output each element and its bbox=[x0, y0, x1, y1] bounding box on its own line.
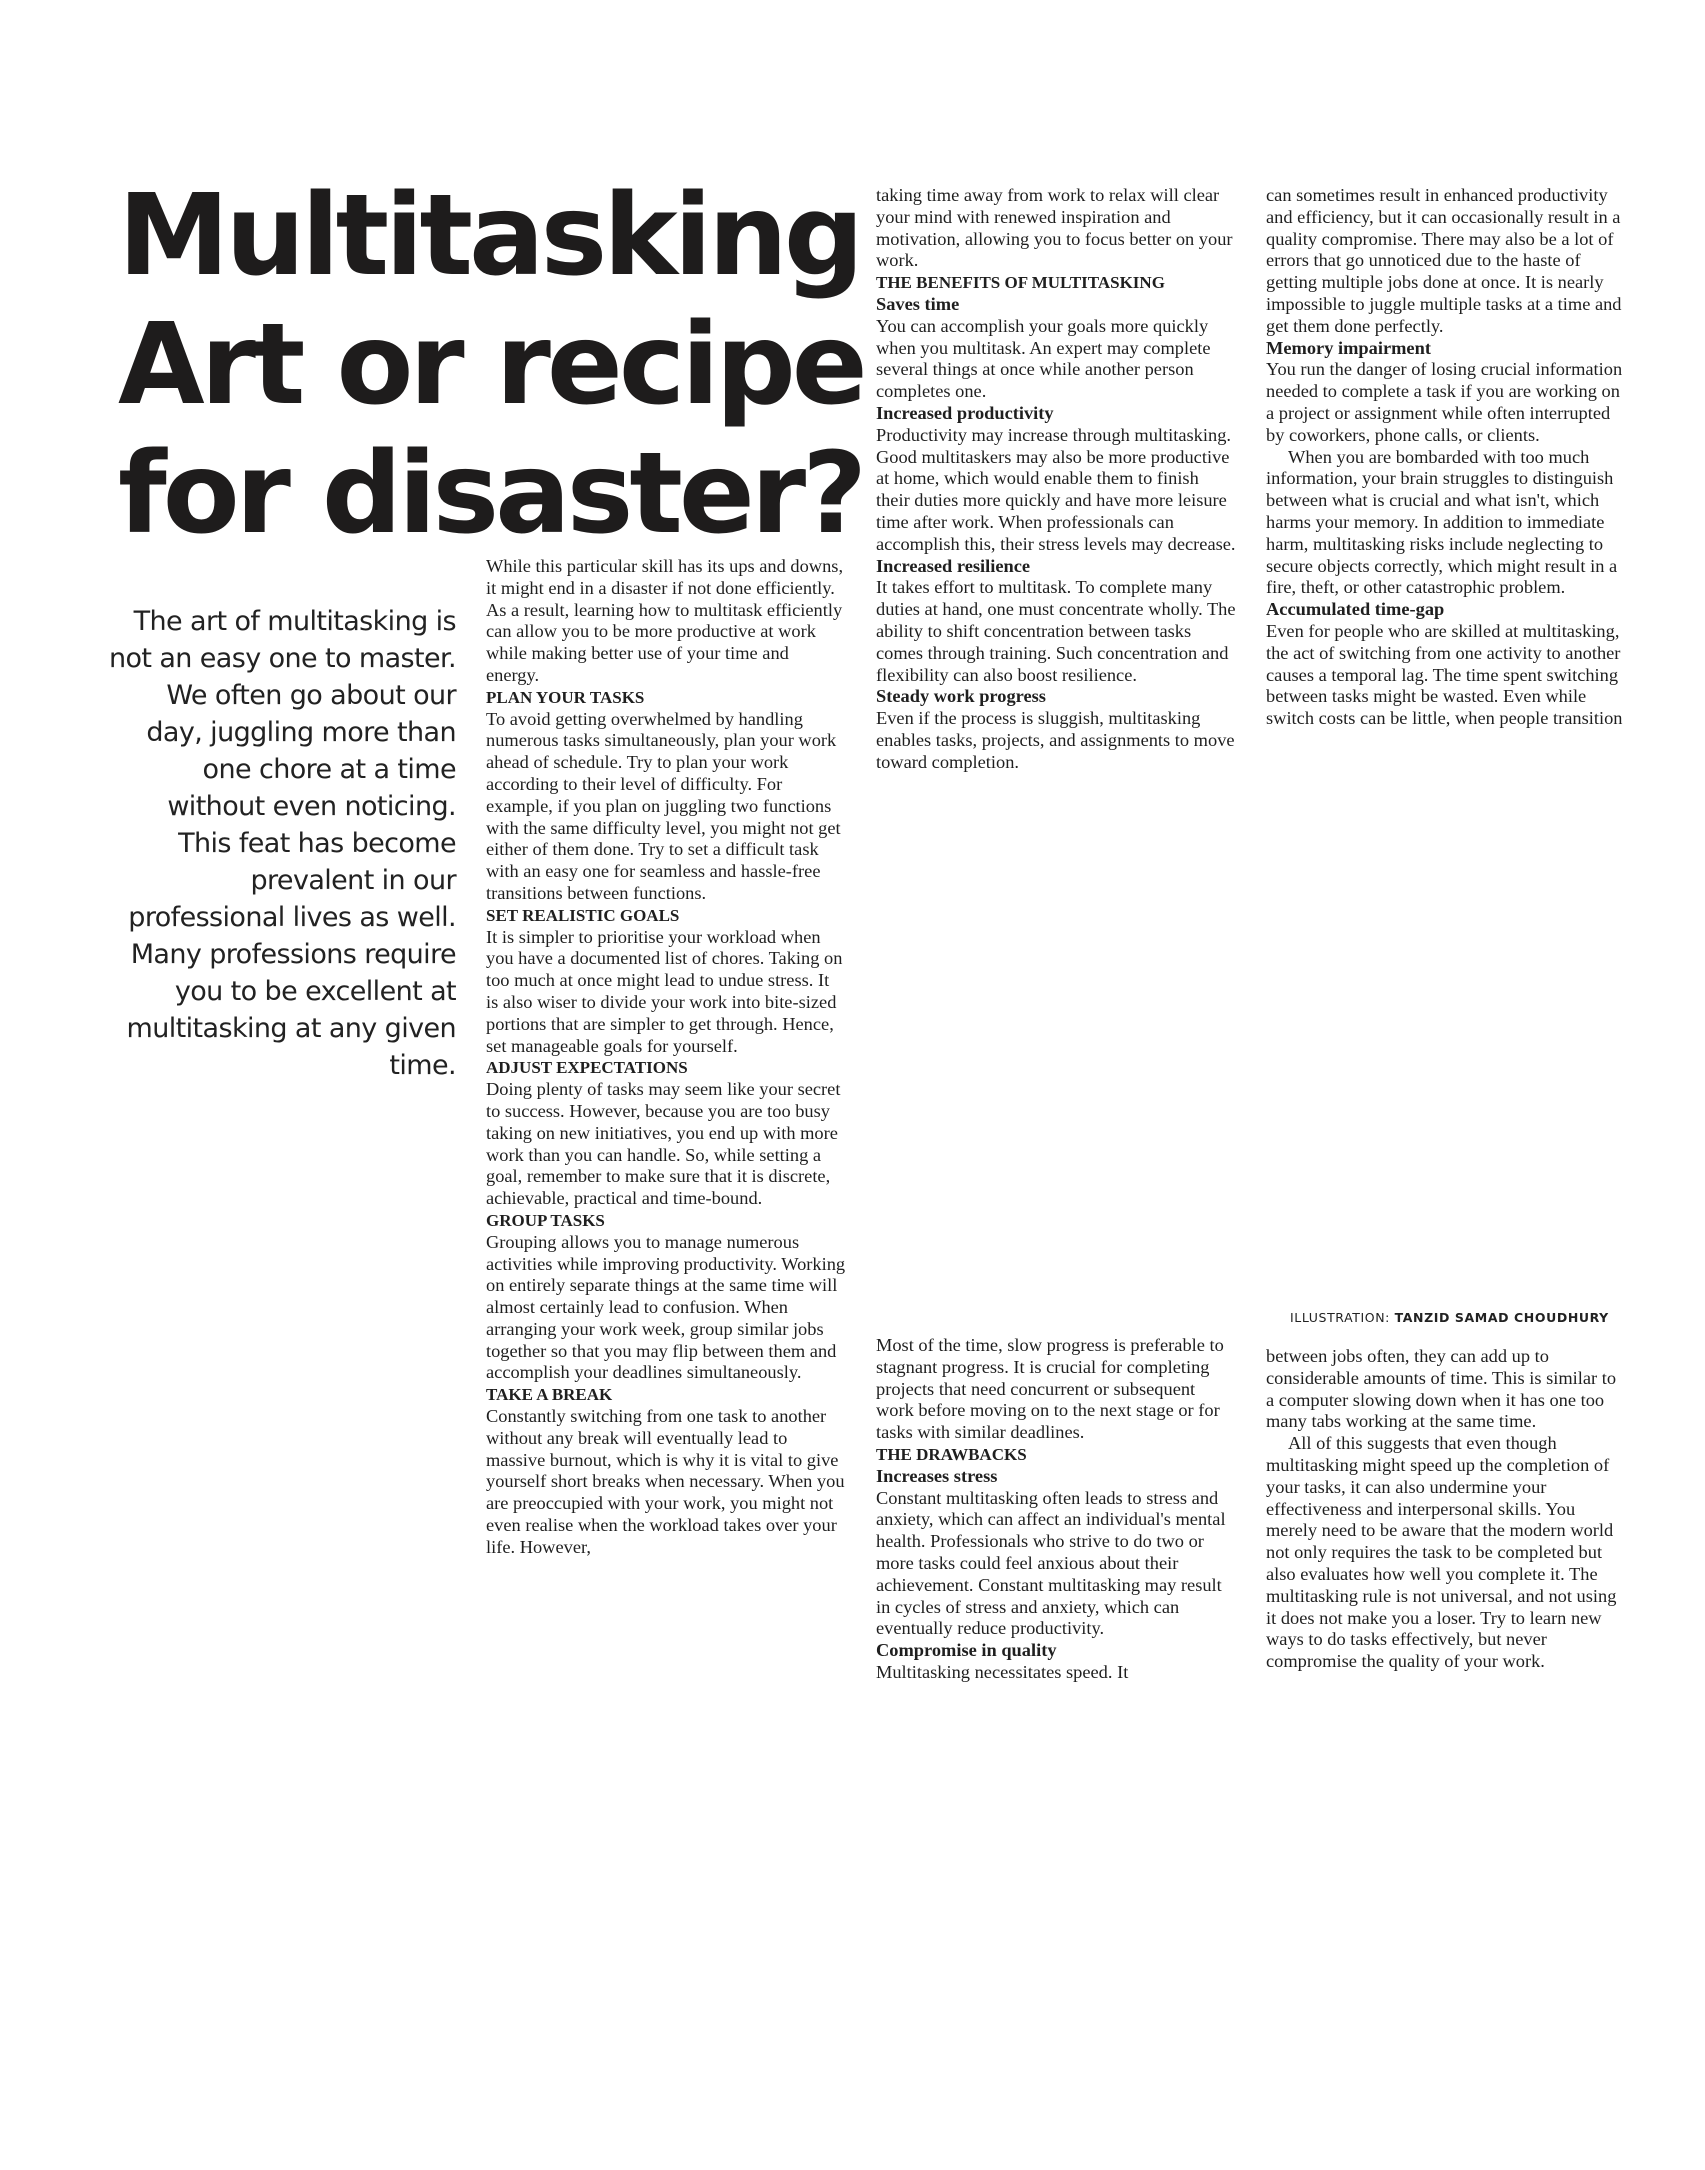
paragraph-slow-progress: Most of the time, slow progress is preferable to stagnant progress. It is crucial for completing projects that need concurrent or subsequent work before moving on to the next stage or for tasks with similar deadlines. bbox=[876, 1335, 1224, 1443]
credit-label: ILLUSTRATION: bbox=[1290, 1310, 1395, 1325]
paragraph-goals: It is simpler to prioritise your workload when you have a documented list of chores. Taking on too much at once might lead to undue stress. It is also wiser to divide your work into bite-sized portions that are simpler to get through. Hence, set manageable goals for yourself. bbox=[486, 926, 843, 1056]
paragraph-quality: Multitasking necessitates speed. It bbox=[876, 1661, 1129, 1682]
paragraph-productivity: Productivity may increase through multitasking. Good multitaskers may also be more productive at home, which would enable them to finish their duties more quickly and have more leisure time after work. When professionals can accomplish this, their stress levels may decrease. bbox=[876, 424, 1236, 554]
credit-name: TANZID SAMAD CHOUDHURY bbox=[1394, 1310, 1609, 1325]
paragraph-stress: Constant multitasking often leads to stress and anxiety, which can affect an individual's mental health. Professionals who strive to do two or more tasks could feel anxious about their achievement. Constant multitasking may result in cycles of stress and anxiety, which can eventually reduce productivity. bbox=[876, 1487, 1226, 1639]
subheading-steady-progress: Steady work progress bbox=[876, 686, 1046, 707]
paragraph-adjust: Doing plenty of tasks may seem like your secret to success. However, because you are too busy taking on new initiatives, you end up with more work than you can handle. So, while setting a goal, remember to make sure that it is discrete, achievable, practical and time-bound. bbox=[486, 1079, 841, 1209]
heading-drawbacks: THE DRAWBACKS bbox=[876, 1444, 1027, 1464]
heading-adjust-expectations: ADJUST EXPECTATIONS bbox=[486, 1058, 688, 1078]
subheading-saves-time: Saves time bbox=[876, 293, 960, 314]
paragraph-time-gap: Even for people who are skilled at multitasking, the act of switching from one activity to another causes a temporal lag. The time spent switching between tasks might be wasted. Even while switch costs can be little, when people transition bbox=[1266, 620, 1623, 729]
heading-group-tasks: GROUP TASKS bbox=[486, 1210, 605, 1230]
subheading-increased-productivity: Increased productivity bbox=[876, 402, 1054, 423]
paragraph-continued: can sometimes result in enhanced productivity and efficiency, but it can occasionally result in a quality compromise. There may also be a lot of errors that go unnoticed due to the haste of getting multiple jobs done at once. It is nearly impossible to juggle multiple tasks at a time and get them done perfectly. bbox=[1266, 185, 1622, 336]
paragraph-memory-2: When you are bombarded with too much information, your brain struggles to distinguish between what is crucial and what isn't, which harms your memory. In addition to immediate harm, multitasking risks include neglecting to secure objects correctly, which might result in a fire, theft, or other catastrophic problem. bbox=[1266, 446, 1618, 598]
paragraph-between-jobs: between jobs often, they can add up to considerable amounts of time. This is similar to a computer slowing down when it has one too many tabs working at the same time. bbox=[1266, 1346, 1617, 1432]
paragraph-saves-time: You can accomplish your goals more quickly when you multitask. An expert may complete several things at once while another person completes one. bbox=[876, 315, 1211, 402]
column-2 bbox=[486, 556, 846, 1559]
paragraph-resilience: It takes effort to multitask. To complete many duties at hand, one must concentrate wholly. The ability to shift concentration between tasks comes through training. Such concentration and flexibility can also boost resilience. bbox=[876, 577, 1236, 685]
paragraph-continued: taking time away from work to relax will clear your mind with renewed inspiration and motivation, allowing you to focus better on your work. bbox=[876, 185, 1233, 271]
column-4-top bbox=[1266, 185, 1626, 730]
column-4-bottom bbox=[1266, 1346, 1626, 1673]
heading-take-a-break: TAKE A BREAK bbox=[486, 1385, 613, 1405]
title-line-3: for disaster? bbox=[118, 429, 864, 559]
title-line-1: Multitasking bbox=[118, 171, 861, 301]
column-3-bottom bbox=[876, 1335, 1236, 1684]
paragraph-conclusion: All of this suggests that even though multitasking might speed up the completion of your tasks, it can also undermine your effectiveness and interpersonal skills. You merely need to be aware that the modern world not only requires the task to be completed but also evaluates how well you complete it. The multitasking rule is not universal, and not using it does not make you a loser. Try to learn new ways to do tasks effectively, but never compromise the quality of your work. bbox=[1266, 1433, 1617, 1672]
heading-plan-your-tasks: PLAN YOUR TASKS bbox=[486, 687, 645, 707]
illustration-credit bbox=[1290, 1310, 1635, 1325]
heading-set-realistic-goals: SET REALISTIC GOALS bbox=[486, 905, 680, 925]
paragraph-opening: While this particular skill has its ups and downs, it might end in a disaster if not done efficiently. As a result, learning how to multitask efficiently can allow you to be more productive at work while making better use of your time and energy. bbox=[486, 556, 844, 685]
subheading-increases-stress: Increases stress bbox=[876, 1465, 998, 1486]
article-title bbox=[118, 171, 864, 559]
subheading-memory-impairment: Memory impairment bbox=[1266, 337, 1431, 358]
subheading-increased-resilience: Increased resilience bbox=[876, 555, 1031, 576]
paragraph-plan: To avoid getting overwhelmed by handling numerous tasks simultaneously, plan your work ahead of schedule. Try to plan your work according to their level of difficulty. For example, if you plan on juggling two functions with the same difficulty level, you might not get either of them done. Try to set a difficult task with an easy one for seamless and hassle-free transitions between functions. bbox=[486, 708, 841, 903]
title-line-2: Art or recipe bbox=[118, 300, 864, 430]
paragraph-steady: Even if the process is sluggish, multitasking enables tasks, projects, and assignments to move toward completion. bbox=[876, 708, 1235, 772]
subheading-compromise-quality: Compromise in quality bbox=[876, 1640, 1057, 1661]
subheading-time-gap: Accumulated time-gap bbox=[1266, 599, 1445, 620]
heading-benefits: THE BENEFITS OF MULTITASKING bbox=[876, 273, 1165, 293]
paragraph-memory: You run the danger of losing crucial information needed to complete a task if you are working on a project or assignment while often interrupted by coworkers, phone calls, or clients. bbox=[1266, 359, 1623, 445]
paragraph-break: Constantly switching from one task to another without any break will eventually lead to massive burnout, which is why it is vital to give yourself short breaks when necessary. When you are preoccupied with your work, you might not even realise when the workload takes over your life. However, bbox=[486, 1406, 845, 1557]
column-3-top bbox=[876, 185, 1236, 774]
paragraph-group: Grouping allows you to manage numerous activities while improving productivity. Working on entirely separate things at the same time will almost certainly lead to confusion. When arranging your work week, group similar jobs together so that you may flip between them and accomplish your deadlines simultaneously. bbox=[486, 1231, 846, 1383]
article-intro: The art of multitasking is not an easy one to master. We often go about our day, juggling more than one chore at a time without even noticing. This feat has become prevalent in our professional lives as well. Many professions require you to be excellent at multitasking at any given time. bbox=[108, 606, 456, 1081]
